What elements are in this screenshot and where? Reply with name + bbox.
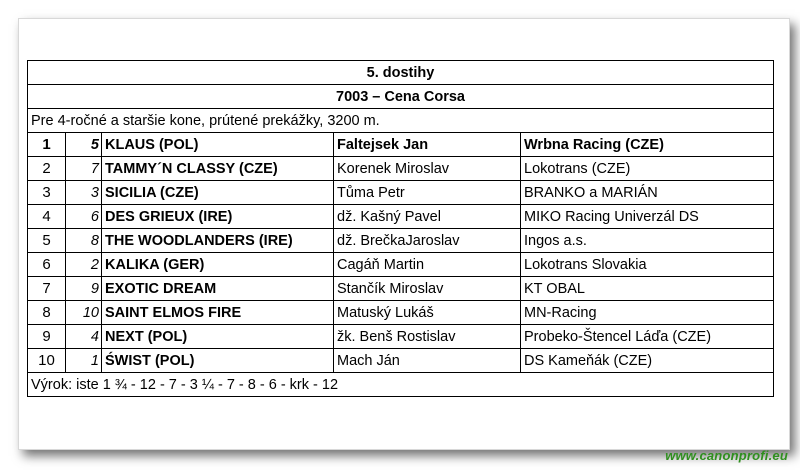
table-row [28,277,774,301]
owner-cell: Wrbna Racing (CZE) [521,133,774,157]
owner-cell: MIKO Racing Univerzál DS [521,205,774,229]
race-title-row [28,61,774,85]
horse-cell: EXOTIC DREAM [102,277,334,301]
owner-cell: KT OBAL [521,277,774,301]
number-cell: 6 [66,205,102,229]
jockey-cell: Matuský Lukáš [334,301,521,325]
number-cell: 5 [66,133,102,157]
owner-cell: Ingos a.s. [521,229,774,253]
horse-cell: KALIKA (GER) [102,253,334,277]
jockey-cell: dž. Kašný Pavel [334,205,521,229]
table-row [28,301,774,325]
jockey-cell: Cagáň Martin [334,253,521,277]
number-cell: 4 [66,325,102,349]
race-conditions-row [28,109,774,133]
place-cell: 7 [28,277,66,301]
table-row [28,181,774,205]
place-cell: 10 [28,349,66,373]
jockey-cell: Faltejsek Jan [334,133,521,157]
number-cell: 3 [66,181,102,205]
place-cell: 1 [28,133,66,157]
horse-cell: ŚWIST (POL) [102,349,334,373]
place-cell: 2 [28,157,66,181]
table-row [28,349,774,373]
number-cell: 10 [66,301,102,325]
jockey-cell: žk. Benš Rostislav [334,325,521,349]
number-cell: 2 [66,253,102,277]
place-cell: 8 [28,301,66,325]
place-cell: 9 [28,325,66,349]
place-cell: 5 [28,229,66,253]
results-table [27,60,774,397]
race-subtitle-row [28,85,774,109]
jockey-cell: Stančík Miroslav [334,277,521,301]
place-cell: 6 [28,253,66,277]
race-subtitle: 7003 – Cena Corsa [28,85,774,109]
owner-cell: MN-Racing [521,301,774,325]
table-row [28,325,774,349]
table-row [28,205,774,229]
owner-cell: Lokotrans (CZE) [521,157,774,181]
table-row [28,229,774,253]
horse-cell: KLAUS (POL) [102,133,334,157]
number-cell: 8 [66,229,102,253]
race-title: 5. dostihy [28,61,774,85]
owner-cell: BRANKO a MARIÁN [521,181,774,205]
place-cell: 4 [28,205,66,229]
watermark: www.canonprofi.eu [665,448,788,463]
horse-cell: SAINT ELMOS FIRE [102,301,334,325]
place-cell: 3 [28,181,66,205]
horse-cell: SICILIA (CZE) [102,181,334,205]
race-conditions: Pre 4-ročné a staršie kone, prútené prekážky, 3200 m. [28,109,774,133]
number-cell: 9 [66,277,102,301]
owner-cell: Probeko-Štencel Láďa (CZE) [521,325,774,349]
jockey-cell: Korenek Miroslav [334,157,521,181]
jockey-cell: dž. BrečkaJaroslav [334,229,521,253]
number-cell: 7 [66,157,102,181]
number-cell: 1 [66,349,102,373]
owner-cell: Lokotrans Slovakia [521,253,774,277]
jockey-cell: Tůma Petr [334,181,521,205]
jockey-cell: Mach Ján [334,349,521,373]
verdict-row [28,373,774,397]
horse-cell: DES GRIEUX (IRE) [102,205,334,229]
table-row [28,157,774,181]
horse-cell: TAMMY´N CLASSY (CZE) [102,157,334,181]
verdict-text: Výrok: iste 1 ¾ - 12 - 7 - 3 ¼ - 7 - 8 - 6 - krk - 12 [28,373,774,397]
owner-cell: DS Kameňák (CZE) [521,349,774,373]
table-row [28,133,774,157]
table-row [28,253,774,277]
horse-cell: THE WOODLANDERS (IRE) [102,229,334,253]
horse-cell: NEXT (POL) [102,325,334,349]
